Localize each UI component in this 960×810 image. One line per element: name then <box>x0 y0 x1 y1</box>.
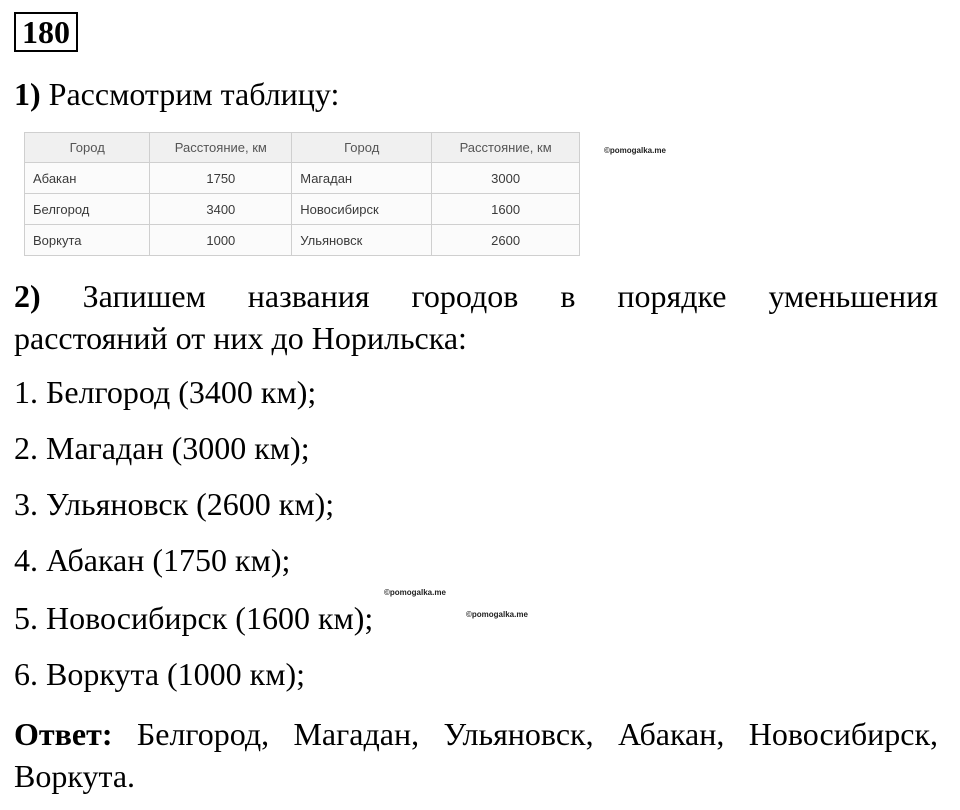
table-cell: Воркута <box>25 225 150 256</box>
answer-line-2: Воркута. <box>14 758 136 794</box>
table-header-city-2: Город <box>292 133 432 163</box>
list-item: 2. Магадан (3000 км); <box>14 430 310 466</box>
step-2-line-2: расстояний от них до Норильска: <box>14 320 467 356</box>
table-header-distance-1: Расстояние, км <box>150 133 292 163</box>
table-cell: Новосибирск <box>292 194 432 225</box>
distance-table <box>24 132 580 256</box>
list-item: 4. Абакан (1750 км); <box>14 542 291 578</box>
table-cell: 3000 <box>432 163 580 194</box>
step-1-marker: 1) <box>14 76 41 112</box>
table-header-city-1: Город <box>25 133 150 163</box>
table-cell: Ульяновск <box>292 225 432 256</box>
table-cell: 2600 <box>432 225 580 256</box>
table-row <box>25 225 580 256</box>
step-2-line-1 <box>14 276 938 316</box>
answer-line-1 <box>14 714 938 754</box>
step-2-marker: 2) <box>14 278 41 314</box>
table-cell: 1600 <box>432 194 580 225</box>
answer-text: Белгород, Магадан, Ульяновск, Абакан, Новосибирск, <box>136 716 939 752</box>
table-header-row <box>25 133 580 163</box>
table-cell: Магадан <box>292 163 432 194</box>
table-header-distance-2: Расстояние, км <box>432 133 580 163</box>
list-item: 1. Белгород (3400 км); <box>14 374 317 410</box>
step-2-text: Запишем названия городов в порядке уменьшения <box>82 278 938 314</box>
problem-number: 180 <box>14 12 78 52</box>
table-cell: 1750 <box>150 163 292 194</box>
table-cell: Абакан <box>25 163 150 194</box>
step-1-text: Рассмотрим таблицу: <box>48 76 340 112</box>
list-item: 5. Новосибирск (1600 км); <box>14 600 374 636</box>
list-item: 3. Ульяновск (2600 км); <box>14 486 335 522</box>
step-1 <box>14 74 938 114</box>
watermark: ©pomogalka.me <box>384 588 446 597</box>
table-cell: 1000 <box>150 225 292 256</box>
watermark: ©pomogalka.me <box>466 610 528 619</box>
list-item: 6. Воркута (1000 км); <box>14 656 306 692</box>
table-row <box>25 163 580 194</box>
table-row <box>25 194 580 225</box>
answer-label: Ответ: <box>14 716 113 752</box>
table-cell: 3400 <box>150 194 292 225</box>
watermark: ©pomogalka.me <box>604 146 666 155</box>
table-cell: Белгород <box>25 194 150 225</box>
